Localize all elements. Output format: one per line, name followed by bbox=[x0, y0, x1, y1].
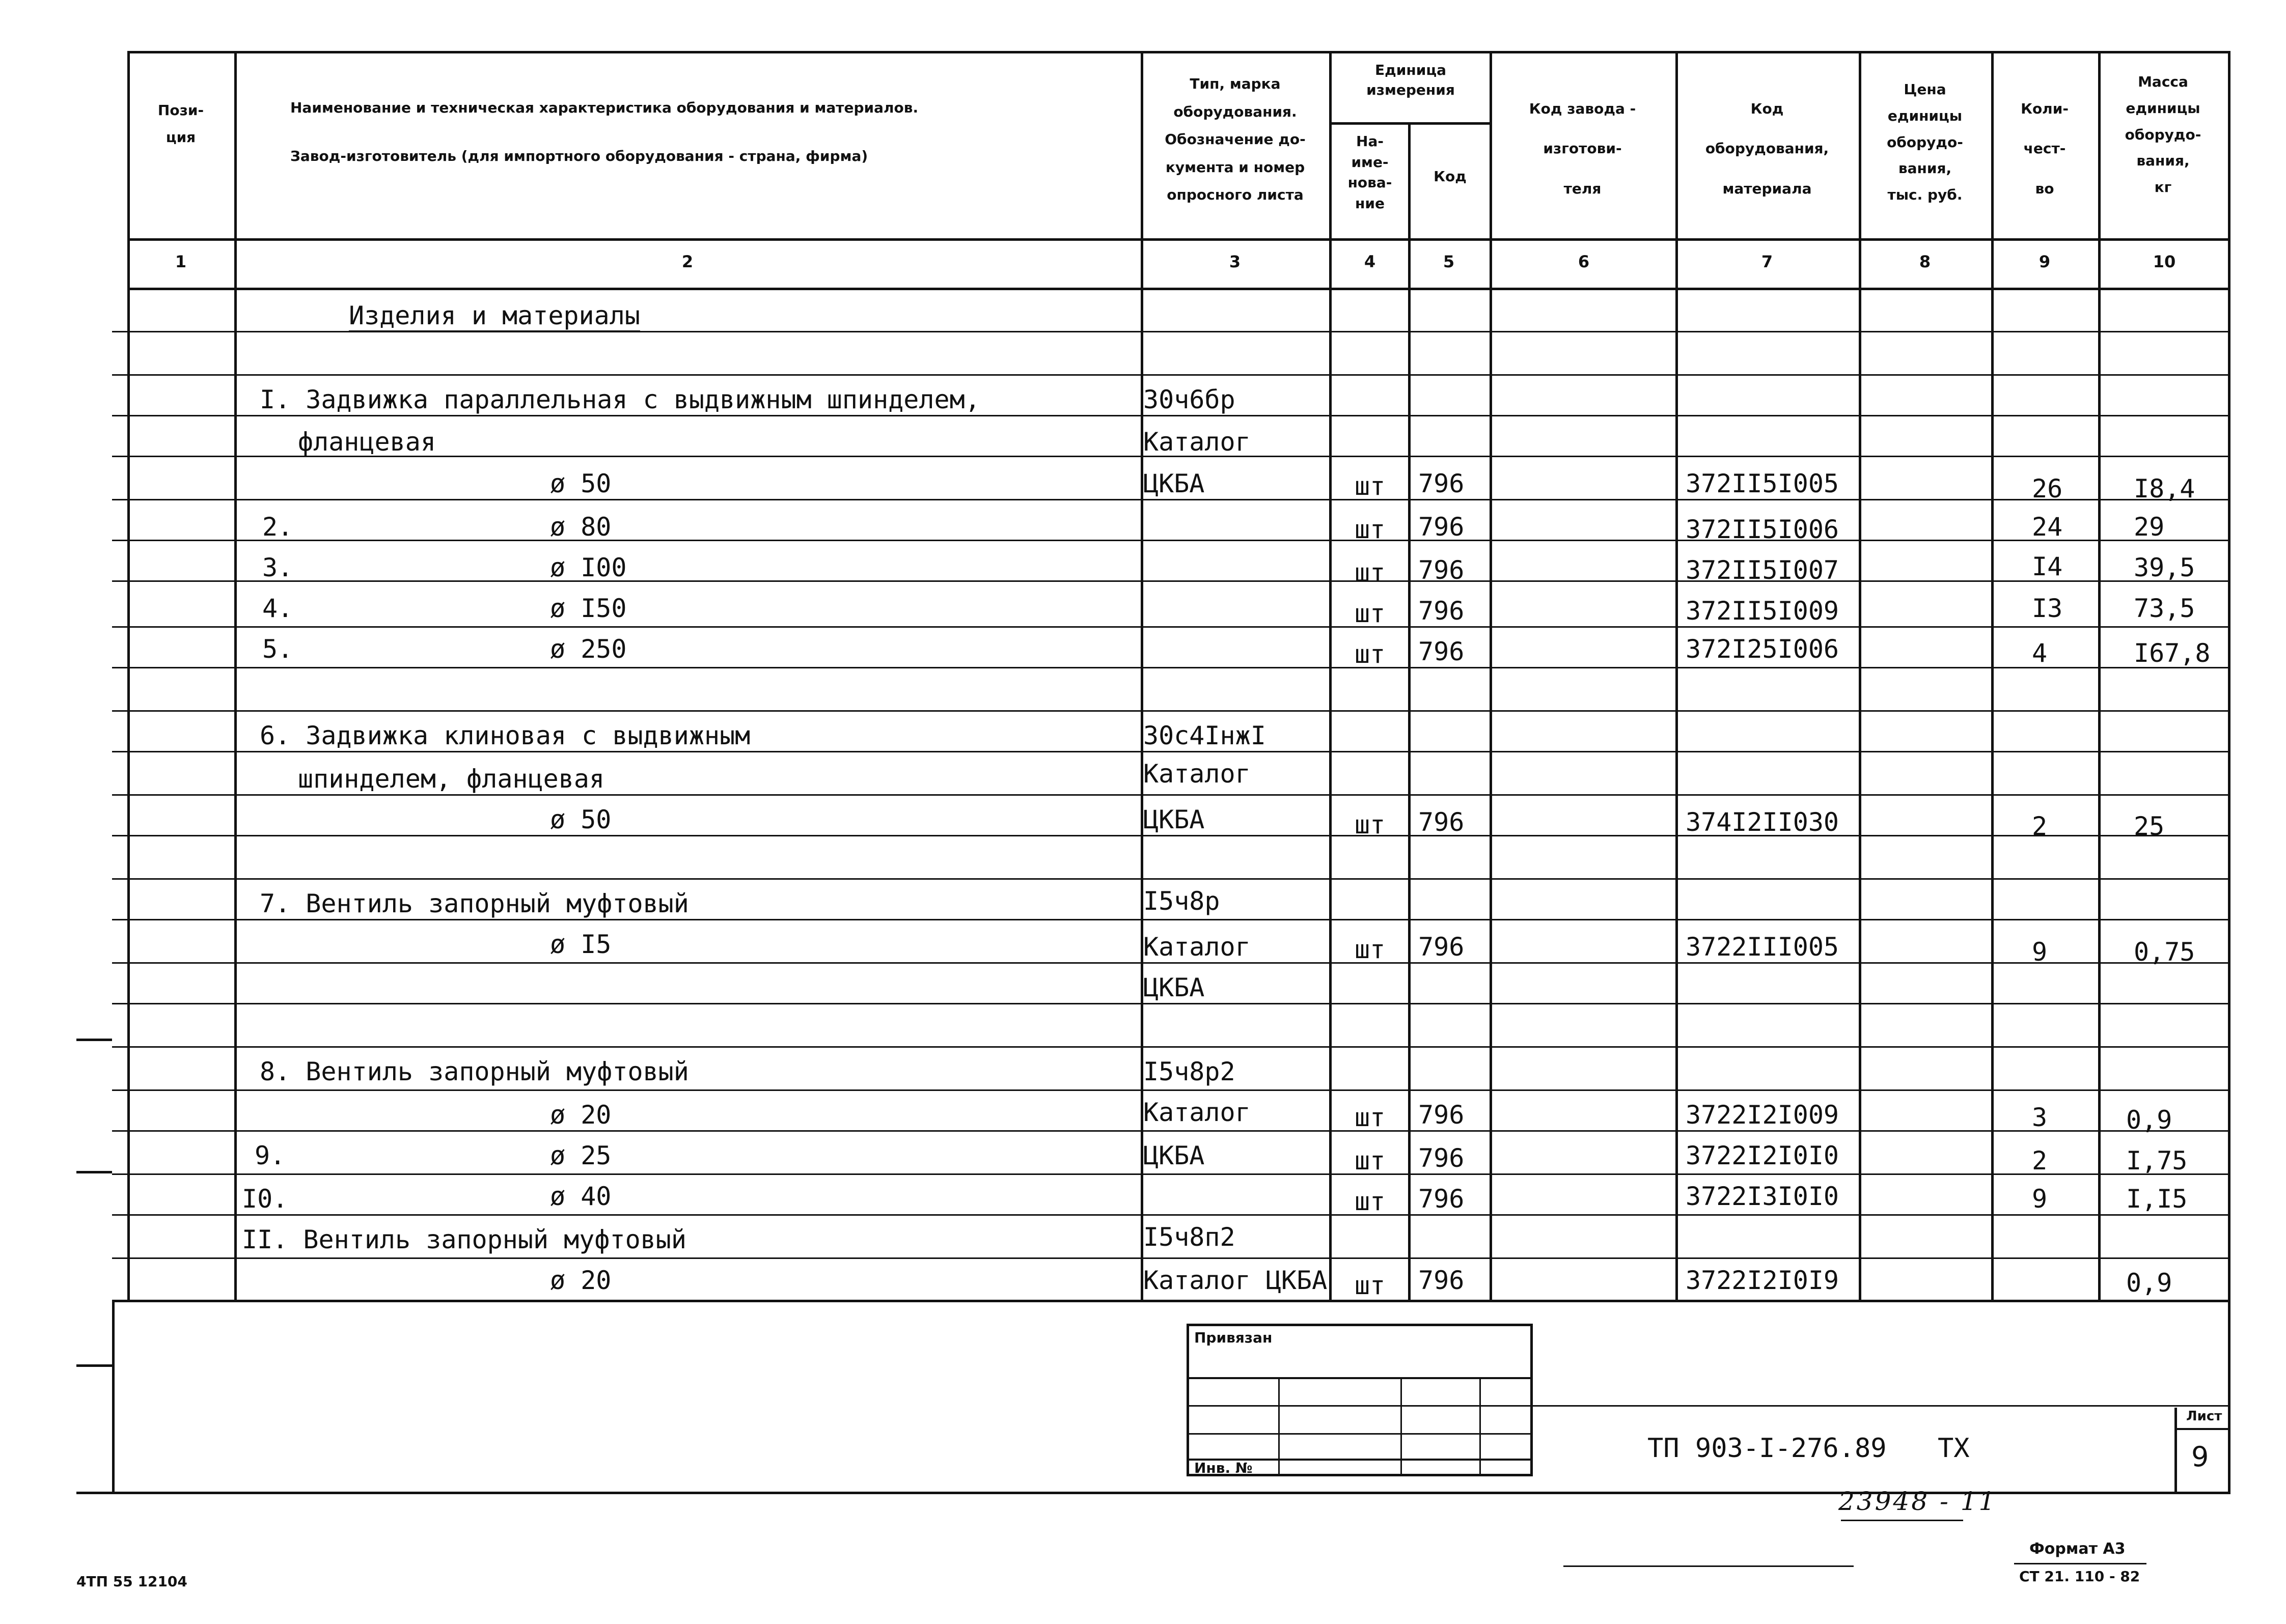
row-mass: 0,9 bbox=[2126, 1105, 2172, 1135]
col-border bbox=[1329, 51, 1332, 1300]
row-line bbox=[112, 667, 2230, 668]
header-type: Тип, марка оборудования. Обозначение до- кумента и номер опросного листа bbox=[1165, 75, 1306, 204]
row-unit: шт bbox=[1355, 558, 1386, 587]
row-unit: шт bbox=[1355, 1271, 1386, 1300]
standard-label: СТ 21. 110 - 82 bbox=[2019, 1568, 2140, 1585]
row-line bbox=[112, 374, 2230, 376]
footer-underline bbox=[1841, 1520, 1963, 1521]
row-quantity: I3 bbox=[2032, 594, 2063, 623]
format-underline bbox=[2014, 1563, 2146, 1564]
row-position: 3. bbox=[262, 553, 293, 582]
row-quantity: 24 bbox=[2032, 512, 2063, 542]
row-name: ø 50 bbox=[550, 469, 612, 498]
row-line bbox=[112, 835, 2230, 836]
row-line bbox=[112, 626, 2230, 628]
row-mass: I,I5 bbox=[2126, 1184, 2188, 1214]
row-quantity: I4 bbox=[2032, 552, 2063, 581]
row-unit-code: 796 bbox=[1418, 637, 1465, 666]
row-type: Каталог ЦКБА bbox=[1143, 1266, 1328, 1295]
row-unit-code: 796 bbox=[1418, 1100, 1465, 1130]
column-number: 3 bbox=[1229, 252, 1241, 271]
row-type: I5ч8п2 bbox=[1143, 1222, 1235, 1252]
unit-header-divider bbox=[1329, 122, 1492, 125]
column-number: 2 bbox=[681, 252, 694, 271]
row-equipment-code: 372II5I007 bbox=[1686, 555, 1839, 585]
row-equipment-code: 3722III005 bbox=[1686, 932, 1839, 962]
row-equipment-code: 372II5I005 bbox=[1686, 469, 1839, 498]
footer-rule bbox=[1563, 1565, 1854, 1567]
row-quantity: 9 bbox=[2032, 937, 2048, 967]
inv-no-label: Инв. № bbox=[1194, 1460, 1253, 1476]
row-equipment-code: 3722I2I009 bbox=[1686, 1100, 1839, 1130]
col-border bbox=[2098, 51, 2101, 1300]
row-unit-code: 796 bbox=[1418, 512, 1465, 542]
column-number: 5 bbox=[1443, 252, 1455, 271]
row-line bbox=[112, 1257, 2230, 1259]
sheet-number: 9 bbox=[2191, 1441, 2209, 1473]
row-unit: шт bbox=[1355, 639, 1386, 669]
row-unit-code: 796 bbox=[1418, 596, 1465, 626]
col-border bbox=[1859, 51, 1861, 1300]
col-border bbox=[1675, 51, 1678, 1300]
row-unit: шт bbox=[1355, 471, 1386, 501]
row-unit-code: 796 bbox=[1418, 1184, 1465, 1214]
row-line bbox=[112, 794, 2230, 796]
row-quantity: 9 bbox=[2032, 1184, 2048, 1214]
row-mass: 25 bbox=[2134, 811, 2165, 841]
header-mass: Масса единицы оборудо- вания, кг bbox=[2125, 73, 2201, 196]
row-line bbox=[112, 499, 2230, 500]
row-line bbox=[112, 710, 2230, 712]
row-mass: I67,8 bbox=[2134, 638, 2211, 668]
row-type: I5ч8р2 bbox=[1143, 1057, 1235, 1086]
footer-left-code: 4ТП 55 12104 bbox=[76, 1573, 187, 1590]
row-unit-code: 796 bbox=[1418, 932, 1465, 962]
row-line bbox=[112, 1173, 2230, 1175]
row-line bbox=[112, 1046, 2230, 1048]
row-unit: шт bbox=[1355, 1187, 1386, 1216]
row-type: ЦКБА bbox=[1143, 469, 1205, 498]
table-top-border bbox=[127, 51, 2230, 53]
row-name: ø I00 bbox=[550, 553, 627, 582]
row-quantity: 2 bbox=[2032, 1146, 2048, 1175]
row-mass: 73,5 bbox=[2134, 594, 2195, 623]
column-number: 10 bbox=[2153, 252, 2176, 271]
document-suffix: ТХ bbox=[1938, 1433, 1970, 1464]
row-type: ЦКБА bbox=[1143, 805, 1205, 834]
header-unit-name: На- име- нова- ние bbox=[1347, 133, 1392, 212]
format-label: Формат А3 bbox=[2029, 1540, 2126, 1558]
row-name: ø 250 bbox=[550, 634, 627, 664]
privyazan-label: Привязан bbox=[1194, 1329, 1273, 1346]
row-name: ø 20 bbox=[550, 1266, 612, 1295]
row-equipment-code: 3722I3I0I0 bbox=[1686, 1182, 1839, 1211]
table-right-border bbox=[2228, 51, 2230, 1492]
row-quantity: 3 bbox=[2032, 1103, 2048, 1132]
row-name: II. Вентиль запорный муфтовый bbox=[242, 1225, 686, 1254]
row-equipment-code: 374I2II030 bbox=[1686, 807, 1839, 837]
frame-left-border bbox=[112, 1300, 115, 1492]
row-name: 6. Задвижка клиновая с выдвижным bbox=[260, 721, 751, 750]
column-number: 7 bbox=[1761, 252, 1773, 271]
row-equipment-code: 3722I2I0I9 bbox=[1686, 1266, 1839, 1295]
row-type: 30с4IнжI bbox=[1143, 721, 1266, 750]
row-unit-code: 796 bbox=[1418, 469, 1465, 498]
margin-tick bbox=[76, 1171, 112, 1173]
row-type: Каталог bbox=[1143, 759, 1251, 789]
row-position: I0. bbox=[242, 1184, 288, 1214]
handwritten-number: 23948 - 11 bbox=[1838, 1487, 1997, 1516]
margin-tick bbox=[76, 1039, 112, 1041]
col-border bbox=[1991, 51, 1994, 1300]
row-type: Каталог bbox=[1143, 932, 1251, 962]
document-code: ТП 903-I-276.89 bbox=[1647, 1433, 1887, 1464]
row-line bbox=[112, 1130, 2230, 1132]
row-unit: шт bbox=[1355, 1103, 1386, 1132]
row-unit: шт bbox=[1355, 599, 1386, 628]
header-quantity: Коли- чест- во bbox=[2021, 100, 2069, 197]
row-unit-code: 796 bbox=[1418, 1143, 1465, 1173]
col-border bbox=[234, 51, 237, 1300]
row-unit: шт bbox=[1355, 1146, 1386, 1175]
privyazan-block bbox=[1187, 1324, 1533, 1476]
row-name: I. Задвижка параллельная с выдвижным шпинделем, bbox=[260, 385, 980, 414]
row-name: ø I50 bbox=[550, 594, 627, 623]
header-position: Пози- ция bbox=[157, 102, 204, 146]
row-mass: 29 bbox=[2134, 512, 2165, 542]
row-equipment-code: 372II5I009 bbox=[1686, 596, 1839, 626]
row-unit-code: 796 bbox=[1418, 1266, 1465, 1295]
row-equipment-code: 3722I2I0I0 bbox=[1686, 1141, 1839, 1170]
col-border bbox=[1408, 122, 1411, 1300]
header-name-line1: Наименование и техническая характеристика оборудования и материалов. bbox=[290, 99, 919, 116]
row-position: 9. bbox=[255, 1141, 286, 1170]
row-equipment-code: 372II5I006 bbox=[1686, 515, 1839, 544]
row-name: ø 80 bbox=[550, 512, 612, 542]
row-line bbox=[112, 1214, 2230, 1216]
row-name: ø I5 bbox=[550, 930, 612, 959]
row-mass: 0,9 bbox=[2126, 1268, 2172, 1298]
row-line bbox=[112, 1089, 2230, 1091]
row-name: ø 25 bbox=[550, 1141, 612, 1170]
column-number: 6 bbox=[1578, 252, 1590, 271]
row-line bbox=[112, 1003, 2230, 1004]
row-name: ø 20 bbox=[550, 1100, 612, 1130]
header-unit-group: Единица измерения bbox=[1366, 62, 1455, 99]
row-name: ø 40 bbox=[550, 1182, 612, 1211]
row-unit-code: 796 bbox=[1418, 807, 1465, 837]
column-number-bottom-border bbox=[127, 288, 2230, 290]
row-unit-code: 796 bbox=[1418, 555, 1465, 585]
stamp-divider bbox=[1533, 1405, 2228, 1407]
row-name: фланцевая bbox=[298, 427, 436, 457]
row-type: I5ч8р bbox=[1143, 886, 1220, 916]
row-position: 2. bbox=[262, 512, 293, 542]
column-number: 4 bbox=[1364, 252, 1376, 271]
header-bottom-border bbox=[127, 238, 2230, 241]
row-position: 4. bbox=[262, 594, 293, 623]
row-unit: шт bbox=[1355, 935, 1386, 964]
row-line bbox=[112, 415, 2230, 416]
row-line bbox=[112, 540, 2230, 541]
row-line bbox=[112, 751, 2230, 752]
row-mass: I,75 bbox=[2126, 1146, 2188, 1175]
column-number: 9 bbox=[2039, 252, 2051, 271]
table-bottom-border bbox=[112, 1300, 2230, 1302]
row-name: ø 50 bbox=[550, 805, 612, 834]
row-name: 7. Вентиль запорный муфтовый bbox=[260, 889, 689, 918]
header-equipment-code: Код оборудования, материала bbox=[1705, 100, 1829, 197]
row-name: 8. Вентиль запорный муфтовый bbox=[260, 1057, 689, 1086]
row-type: Каталог bbox=[1143, 1098, 1251, 1127]
row-line bbox=[112, 919, 2230, 920]
row-mass: 0,75 bbox=[2134, 937, 2195, 967]
row-equipment-code: 372I25I006 bbox=[1686, 634, 1839, 664]
section-title: Изделия и материалы bbox=[349, 303, 640, 332]
row-name: шпинделем, фланцевая bbox=[298, 764, 605, 794]
row-position: 5. bbox=[262, 634, 293, 664]
sheet-label: Лист bbox=[2186, 1409, 2222, 1424]
col-border bbox=[127, 51, 130, 1300]
margin-tick bbox=[76, 1364, 112, 1367]
column-number: 8 bbox=[1919, 252, 1931, 271]
row-quantity: 4 bbox=[2032, 638, 2048, 668]
row-line bbox=[112, 580, 2230, 582]
row-line bbox=[112, 962, 2230, 964]
header-name-line2: Завод-изготовитель (для импортного оборудования - страна, фирма) bbox=[290, 148, 868, 164]
sheet-number-box bbox=[2174, 1408, 2228, 1492]
row-type: 30ч6бр bbox=[1143, 385, 1235, 414]
row-mass: I8,4 bbox=[2134, 474, 2195, 503]
column-number: 1 bbox=[175, 252, 187, 271]
header-unit-code: Код bbox=[1434, 168, 1467, 185]
row-type: ЦКБА bbox=[1143, 973, 1205, 1002]
row-type: Каталог bbox=[1143, 427, 1251, 457]
row-quantity: 2 bbox=[2032, 811, 2048, 841]
header-factory-code: Код завода - изготови- теля bbox=[1529, 100, 1636, 197]
row-mass: 39,5 bbox=[2134, 553, 2195, 582]
row-unit: шт bbox=[1355, 810, 1386, 839]
row-type: ЦКБА bbox=[1143, 1141, 1205, 1170]
header-price: Цена единицы оборудо- вания, тыс. руб. bbox=[1887, 81, 1963, 204]
col-border bbox=[1490, 51, 1492, 1300]
row-quantity: 26 bbox=[2032, 474, 2063, 503]
row-unit: шт bbox=[1355, 515, 1386, 544]
row-line bbox=[112, 878, 2230, 880]
